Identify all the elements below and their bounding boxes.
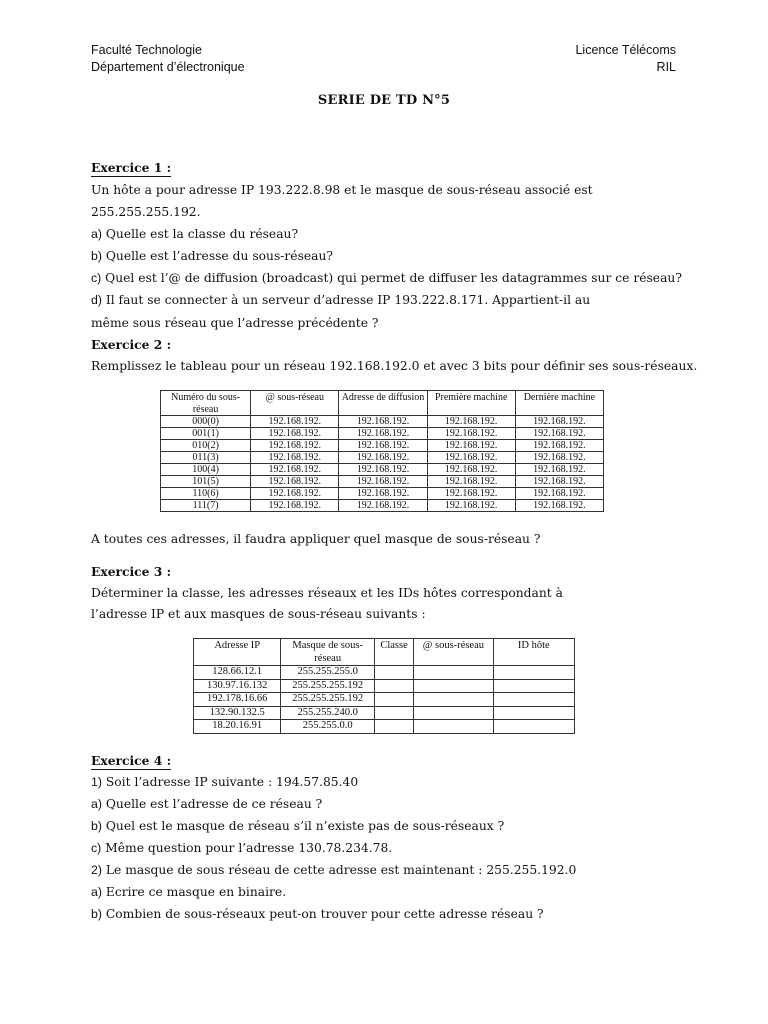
table-cell: 192.168.192. [339,440,427,452]
table-row [161,428,604,440]
exercise-3-intro-line2: l’adresse IP et aux masques de sous-réseau suivants : [91,607,426,621]
exercise-2-question: A toutes ces adresses, il faudra appliquer quel masque de sous-réseau ? [91,532,541,546]
exercise-4-question-a2 [91,884,286,900]
exercise-4-question-b2 [91,906,544,922]
exercise-3-title: Exercice 3 : [91,564,172,579]
exercise-4-question-b [91,818,504,834]
col-header-class: Classe [374,639,413,666]
table-cell [493,720,574,734]
exercise-1-title: Exercice 1 : [91,160,172,175]
table-cell: 255.255.255.192 [281,693,374,707]
table-row [161,416,604,428]
table-cell: 192.168.192. [427,476,515,488]
exercise-2-heading [91,337,171,353]
col-header-last-host: Dernière machine [515,391,603,416]
question-label: a) [91,885,102,899]
table-cell: 192.168.192. [515,452,603,464]
table-cell: 192.168.192. [515,464,603,476]
exercise-1-question-d [91,292,590,308]
table-cell: 192.168.192. [339,488,427,500]
table-cell: 18.20.16.91 [194,720,281,734]
col-header-host-id: ID hôte [493,639,574,666]
question-text: Quel est le masque de réseau s’il n’existe pas de sous-réseaux ? [101,819,505,833]
exercise-4-title: Exercice 4 : [91,753,172,768]
header-right [575,42,676,76]
table-cell [414,679,493,693]
table-cell: 010(2) [161,440,251,452]
subnet-table [160,390,604,512]
exercise-4-question-a [91,796,322,812]
table-cell [374,679,413,693]
ip-mask-table [193,638,575,734]
question-text: Quelle est l’adresse du sous-réseau? [101,249,334,263]
table-header-row [194,639,575,666]
table-cell: 192.168.192. [339,464,427,476]
question-text: Ecrire ce masque en binaire. [101,885,287,899]
exercise-2-title: Exercice 2 : [91,337,172,352]
faculty-name: Faculté Technologie [91,43,202,57]
table-cell [493,666,574,680]
table-cell: 255.255.0.0 [281,720,374,734]
table-cell [414,693,493,707]
table-row [194,666,575,680]
exercise-4-heading [91,753,171,769]
table-cell: 192.168.192. [515,416,603,428]
table-cell: 011(3) [161,452,251,464]
table-cell: 100(4) [161,464,251,476]
table-cell: 192.168.192. [427,428,515,440]
table-cell: 000(0) [161,416,251,428]
question-label: b) [91,249,102,263]
table-cell: 192.168.192. [515,500,603,512]
question-label: d) [91,293,102,307]
table-cell [374,693,413,707]
table-cell: 255.255.240.0 [281,706,374,720]
table-cell: 128.66.12.1 [194,666,281,680]
exercise-3-intro-line1: Déterminer la classe, les adresses réseaux et les IDs hôtes correspondant à [91,586,563,600]
table-cell: 192.168.192. [251,440,339,452]
question-label: 2) [91,863,102,877]
table-row [194,720,575,734]
table-cell: 192.168.192. [515,440,603,452]
table-cell: 192.168.192. [339,452,427,464]
table-cell: 192.168.192. [427,464,515,476]
col-header-subnet: @ sous-réseau [414,639,493,666]
table-cell [414,666,493,680]
table-row [161,500,604,512]
header-left [91,42,245,76]
table-cell: 110(6) [161,488,251,500]
question-label: b) [91,819,102,833]
table-cell: 101(5) [161,476,251,488]
exercise-1-heading [91,160,171,176]
table-cell: 192.168.192. [251,416,339,428]
exercise-1-question-c [91,270,682,286]
col-header-broadcast: Adresse de diffusion [339,391,427,416]
table-row [194,706,575,720]
question-label: 1) [91,775,102,789]
table-row [194,693,575,707]
table-cell: 192.168.192. [515,488,603,500]
question-label: a) [91,797,102,811]
table-cell: 192.178.16.66 [194,693,281,707]
table-cell [374,666,413,680]
table-cell: 255.255.255.0 [281,666,374,680]
table-cell: 192.168.192. [427,416,515,428]
question-text: Même question pour l’adresse 130.78.234.78. [101,841,393,855]
table-row [161,488,604,500]
department-name: Département d’électronique [91,60,245,74]
question-text: Quel est l’@ de diffusion (broadcast) qui permet de diffuser les datagrammes sur ce réseau? [101,271,682,285]
question-text: Combien de sous-réseaux peut-on trouver pour cette adresse réseau ? [101,907,544,921]
table-cell: 192.168.192. [339,500,427,512]
table-cell [493,693,574,707]
table-cell: 111(7) [161,500,251,512]
table-cell: 255.255.255.192 [281,679,374,693]
question-text: Le masque de sous réseau de cette adresse est maintenant : 255.255.192.0 [101,863,577,877]
table-cell: 192.168.192. [515,428,603,440]
table-cell [493,679,574,693]
table-cell [374,706,413,720]
program-code: RIL [656,60,676,74]
table-header-row [161,391,604,416]
exercise-2-intro: Remplissez le tableau pour un réseau 192.168.192.0 et avec 3 bits pour définir ses sous-réseaux. [91,359,698,373]
table-cell: 192.168.192. [339,416,427,428]
col-header-subnet-number: Numéro du sous-réseau [161,391,251,416]
table-row [161,452,604,464]
exercise-4-question-c [91,840,392,856]
table-cell [414,720,493,734]
question-text: Il faut se connecter à un serveur d’adresse IP 193.222.8.171. Appartient-il au [101,293,591,307]
exercise-1-intro-line2: 255.255.255.192. [91,205,201,219]
exercise-1-question-b [91,248,333,264]
table-row [161,464,604,476]
col-header-first-host: Première machine [427,391,515,416]
col-header-mask: Masque de sous-réseau [281,639,374,666]
question-label: c) [91,841,102,855]
table-cell: 192.168.192. [251,488,339,500]
table-cell: 192.168.192. [339,428,427,440]
table-cell: 192.168.192. [427,500,515,512]
exercise-4-part-1 [91,774,358,790]
table-cell: 192.168.192. [251,452,339,464]
table-cell [414,706,493,720]
exercise-4-part-2 [91,862,576,878]
table-cell [493,706,574,720]
table-cell [374,720,413,734]
table-cell: 192.168.192. [251,476,339,488]
question-label: c) [91,271,102,285]
table-cell: 192.168.192. [427,488,515,500]
question-text: Soit l’adresse IP suivante : 194.57.85.40 [101,775,359,789]
document-title: SERIE DE TD N°5 [317,93,451,108]
table-cell: 192.168.192. [251,428,339,440]
exercise-1-question-d-line2: même sous réseau que l’adresse précédente ? [91,316,379,330]
col-header-subnet-address: @ sous-réseau [251,391,339,416]
question-label: a) [91,227,102,241]
question-text: Quelle est la classe du réseau? [101,227,299,241]
table-row [161,476,604,488]
table-row [194,679,575,693]
table-row [161,440,604,452]
table-cell: 132.90.132.5 [194,706,281,720]
table-cell: 192.168.192. [427,452,515,464]
table-cell: 192.168.192. [251,500,339,512]
table-cell: 192.168.192. [339,476,427,488]
table-cell: 001(1) [161,428,251,440]
table-cell: 192.168.192. [427,440,515,452]
question-text: Quelle est l’adresse de ce réseau ? [101,797,323,811]
exercise-1-intro-line1: Un hôte a pour adresse IP 193.222.8.98 et le masque de sous-réseau associé est [91,183,593,197]
question-label: b) [91,907,102,921]
table-cell: 192.168.192. [515,476,603,488]
exercise-3-heading [91,564,171,580]
program-name: Licence Télécoms [575,43,676,57]
table-cell: 192.168.192. [251,464,339,476]
col-header-ip: Adresse IP [194,639,281,666]
exercise-1-question-a [91,226,298,242]
table-cell: 130.97.16.132 [194,679,281,693]
